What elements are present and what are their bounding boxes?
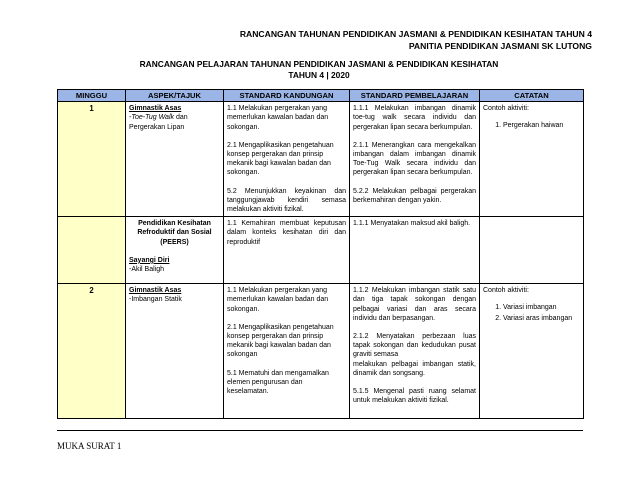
sk-item: 2.1 Mengaplikasikan pengetahuan konsep pergerakan dan prinsip mekanik bagi kawalan badan dan sokongan. [227, 141, 334, 177]
sp-item: 2.1.1 Menerangkan cara mengekalkan imbangan dalam imbangan dinamik Toe-Tug Walk secara individu dan pergerakan lipan secara berkumpulan. [353, 141, 476, 177]
col-header-minggu: MINGGU [58, 90, 126, 102]
standard-kandungan-cell [224, 102, 350, 217]
aspek-subtitle: -Toe-Tug Walk dan [129, 114, 188, 122]
sk-item: 5.2 Menunjukkan keyakinan dan tanggungjawab kendiri semasa melakukan aktiviti fizikal. [227, 187, 346, 214]
week-cell: 1 [58, 102, 126, 217]
col-header-standard-kandungan: STANDARD KANDUNGAN [224, 90, 350, 102]
aspek-cell [126, 217, 224, 284]
aspek-subtitle: -Imbangan Statik [129, 296, 182, 304]
catatan-list [483, 303, 580, 322]
table-row [58, 284, 584, 419]
aspek-cell [126, 284, 224, 419]
aspek-title-3: (PEERS) [160, 238, 189, 246]
document-header-line1: RANCANGAN TAHUNAN PENDIDIKAN JASMANI & PENDIDIKAN KESIHATAN TAHUN 4 [239, 29, 592, 39]
list-item: 1. Variasi imbangan [503, 303, 580, 312]
footer-divider [57, 430, 583, 431]
sp-item: 1.1.1 Menyatakan maksud akil baligh. [353, 220, 471, 228]
standard-pembelajaran-cell [350, 284, 480, 419]
catatan-title: Contoh aktiviti: [483, 287, 529, 295]
sp-item: melakukan pelbagai imbangan statik, dinamik dan songsang. [353, 360, 476, 377]
col-header-catatan: CATATAN [480, 90, 584, 102]
sk-item: 2.1 Mengaplikasikan pengetahuan konsep pergerakan dan prinsip mekanik bagi kawalan badan dan sokongan [227, 323, 334, 359]
col-header-aspek: ASPEK/TAJUK [126, 90, 224, 102]
list-item: 2. Variasi aras imbangan [503, 314, 580, 323]
sp-item: 1.1.2 Melakukan imbangan statik satu dan tiga tapak sokongan dengan pelbagai variasi dan aras secara individu dan berpasangan. [353, 287, 476, 322]
lesson-plan-table [57, 89, 584, 419]
aspek-title: Gimnastik Asas [129, 287, 182, 295]
sp-item: 5.1.5 Mengenal pasti ruang selamat untuk melakukan aktiviti fizikal. [353, 388, 476, 405]
standard-pembelajaran-cell [350, 102, 480, 217]
sp-item: 1.1.1 Melakukan imbangan dinamik toe-tug walk secara individu dan pergerakan lipan secara berkumpulan. [353, 105, 476, 131]
catatan-cell [480, 102, 584, 217]
page-number: MUKA SURAT 1 [57, 441, 122, 451]
aspek-subtitle: -Akil Baligh [129, 266, 165, 274]
sp-item: 5.2.2 Melakukan pelbagai pergerakan berkemahiran dengan yakin. [353, 187, 476, 204]
aspek-title-2: Refroduktif dan Sosial [137, 229, 212, 237]
catatan-cell [480, 284, 584, 419]
sk-item: 1.1 Melakukan pergerakan yang memerlukan kawalan badan dan sokongan. [227, 287, 329, 313]
sp-item: 2.1.2 Menyatakan perbezaan luas tapak sokongan dan kedudukan pusat graviti semasa [353, 333, 476, 359]
table-row [58, 102, 584, 217]
list-item: 1. Pergerakan haiwan [503, 121, 580, 130]
page-subtitle: TAHUN 4 | 2020 [288, 70, 350, 80]
catatan-cell-empty [480, 217, 584, 284]
page-title: RANCANGAN PELAJARAN TAHUNAN PENDIDIKAN JASMANI & PENDIDIKAN KESIHATAN [139, 59, 499, 69]
sk-item: 5.1 Mematuhi dan mengamalkan elemen pengurusan dan keselamatan. [227, 369, 329, 396]
document-header-line2: PANITIA PENDIDIKAN JASMANI SK LUTONG [408, 41, 592, 51]
table-header-row [58, 90, 584, 102]
week-cell-empty [58, 217, 126, 284]
col-header-standard-pembelajaran: STANDARD PEMBELAJARAN [350, 90, 480, 102]
table-row [58, 217, 584, 284]
aspek-title: Pendidikan Kesihatan [138, 220, 211, 228]
catatan-title: Contoh aktiviti: [483, 105, 529, 113]
aspek-title: Gimnastik Asas [129, 105, 182, 113]
standard-kandungan-cell [224, 217, 350, 284]
aspek-topic: Sayangi Diri [129, 256, 170, 264]
aspek-subtitle-2: Pergerakan Lipan [129, 123, 185, 131]
aspek-cell [126, 102, 224, 217]
sk-item: 1.1 Kemahiran membuat keputusan dalam konteks kesihatan diri dan reproduktif [227, 220, 346, 246]
standard-pembelajaran-cell [350, 217, 480, 284]
standard-kandungan-cell [224, 284, 350, 419]
catatan-list [483, 121, 580, 130]
sk-item: 1.1 Melakukan pergerakan yang memerlukan kawalan badan dan sokongan. [227, 105, 329, 131]
week-cell: 2 [58, 284, 126, 419]
